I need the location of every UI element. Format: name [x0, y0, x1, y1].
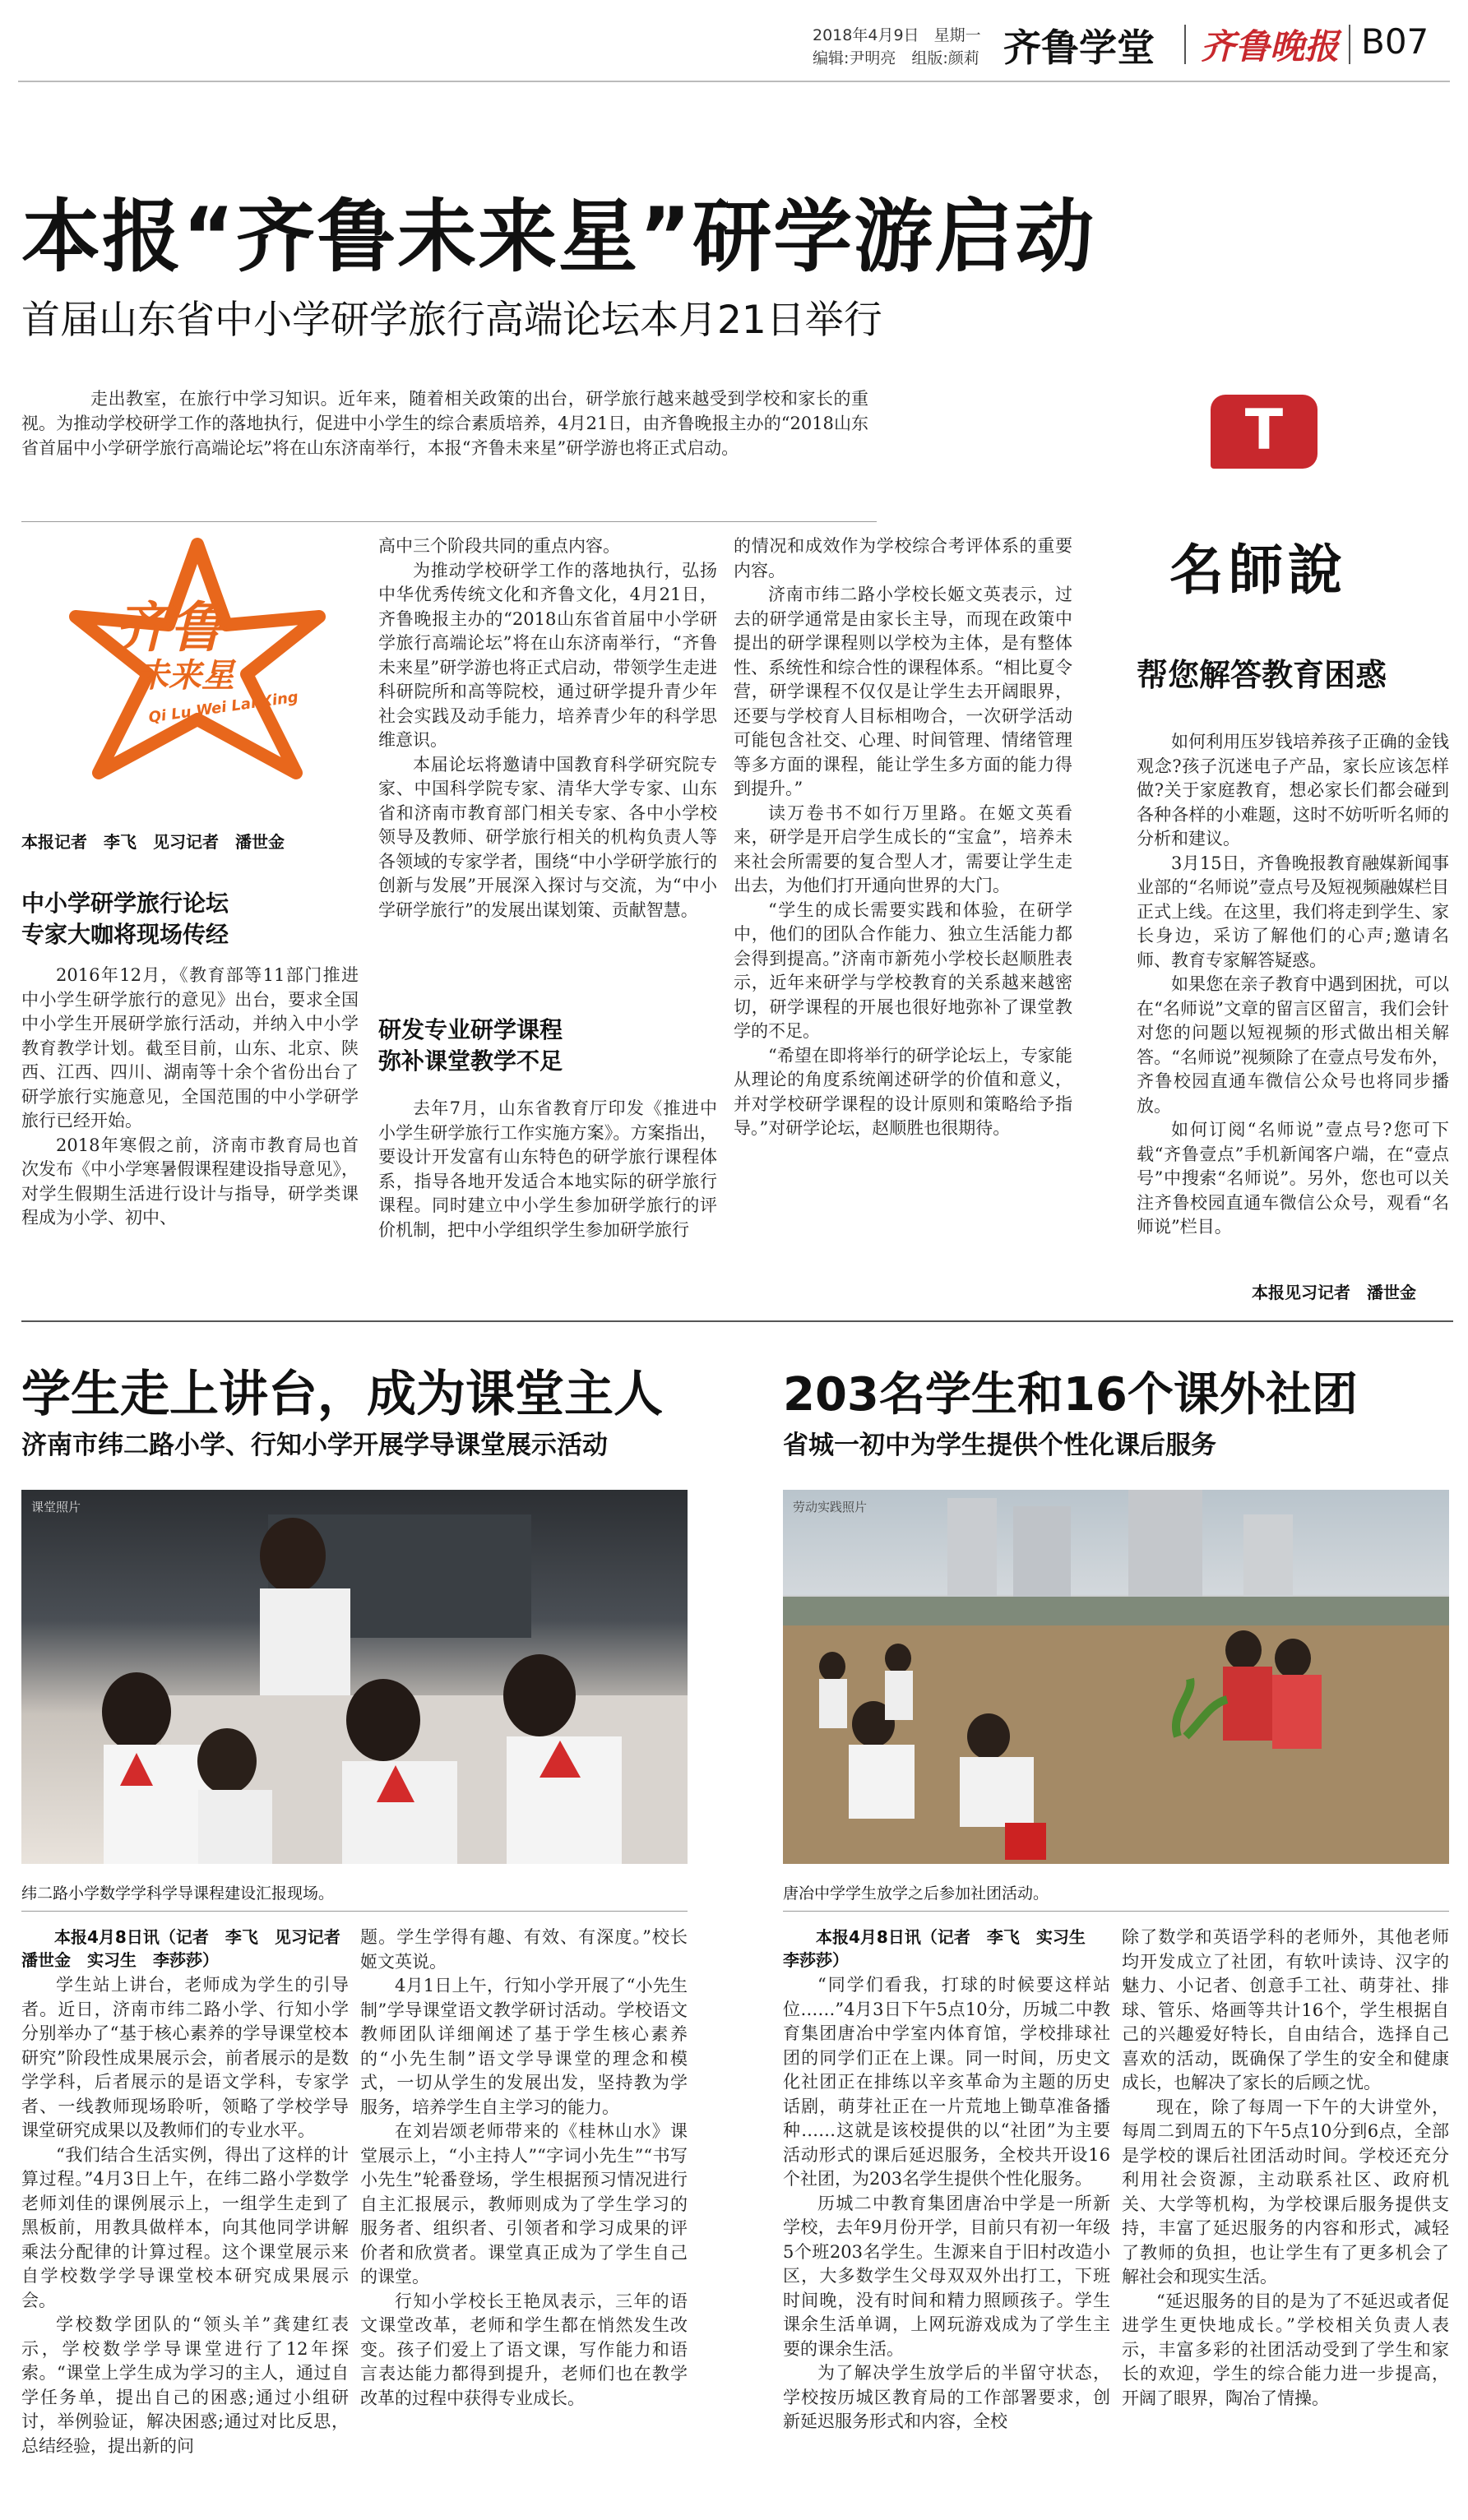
lead-column-2: [378, 534, 717, 922]
mingshi-body: [1137, 730, 1449, 1240]
header-divider: [1184, 25, 1186, 64]
story3-photo: [783, 1490, 1449, 1864]
mingshi-badge: [1211, 395, 1317, 469]
lead-column-2b: [378, 1097, 717, 1242]
subhead-course-line1: 研发专业研学课程: [378, 1016, 563, 1043]
mid-rule: [21, 1320, 1453, 1322]
lead-intro-text: 走出教室，在旅行中学习知识。近年来，随着相关政策的出台，研学旅行越来越受到学校和家长的重视。为推动学校研学工作的落地执行，促进中小学生的综合素质培养，4月21日，由齐鲁晚报主办的“2018山东省首届中小学研学旅行高端论坛”将在山东济南举行，本报“齐鲁未来星”研学游也将正式启动。: [21, 389, 868, 458]
header-divider-2: [1349, 25, 1350, 64]
weekday-text: 星期一: [933, 26, 981, 44]
lead-col3-para2: 读万卷书不如行万里路。在姬文英看来，研学是开启学生成长的“宝盒”，培养未来社会所需要的复合型人才，需要让学生走出去，为他们打开通向世界的大门。: [734, 802, 1072, 895]
story3-col1-para2: 历城二中教育集团唐冶中学是一所新学校，去年9月份开学，目前只有初一年级5个班203名学生。生源来自于旧村改造小区，大多数学生父母双双外出打工，下班时间晚，没有时间和精力照顾孩子。学生课余生活单调，上网玩游戏成为了学生主要的课余生活。: [783, 2193, 1110, 2359]
issue-date: [813, 23, 981, 45]
story3-col2-para1: 除了数学和英语学科的老师外，其他老师均开发成立了社团，有软叶读诗、汉字的魅力、小记者、创意手工社、萌芽社、排球、管乐、烙画等共计16个，学生根据自己的兴趣爱好特长，自由结合，选择自己喜欢的活动，既确保了学生的安全和健康成长，也解决了家长的后顾之忧。: [1122, 1927, 1449, 2092]
story2-col1-para1: 学生站上讲台，老师成为学生的引导者。近日，济南市纬二路小学、行知小学分别举办了“基于核心素养的学导课堂校本研究”阶段性成果展示会，前者展示的是数学学科，后者展示的是语文学科，专家学者、一线教师现场聆听，领略了学校学导课堂研究成果以及教师们的专业水平。: [21, 1975, 349, 2140]
lead-col1-para2: 2018年寒假之前，济南市教育局也首次发布《中小学寒暑假课程建设指导意见》，对学生假期生活进行设计与指导，研学类课程成为小学、初中、: [21, 1135, 359, 1228]
logo-top-text: 齐鲁: [115, 596, 224, 659]
logo-pinyin: Qi Lu Wei Lai Xing: [147, 688, 300, 727]
story2-column-2: [360, 1926, 688, 2411]
lead-col2-para3: 去年7月，山东省教育厅印发《推进中小学生研学旅行工作实施方案》。方案指出，要设计开发富有山东特色的研学旅行课程体系，指导各地开发适合本地实际的研学旅行课程。同时建立中小学生参加研学旅行的评价机制，把中小学组织学生参加研学旅行: [378, 1098, 717, 1240]
lead-col3-para4: “希望在即将举行的研学论坛上，专家能从理论的角度系统阐述研学的价值和意义，并对学校研学课程的设计原则和策略给予指导。”对研学论坛，赵顺胜也很期待。: [734, 1045, 1072, 1138]
story3-caption-rule: [783, 1911, 1449, 1912]
story3-col1-para3: 为了解决学生放学后的半留守状态，学校按历城区教育局的工作部署要求，创新延迟服务形式和内容，全校: [783, 2363, 1110, 2431]
lead-subheadline: 首届山东省中小学研学旅行高端论坛本月21日举行: [21, 298, 882, 343]
lead-col3-para1: 济南市纬二路小学校长姬文英表示，过去的研学通常是由家长主导，而现在政策中提出的研学课程则以学校为主体，是有整体性、系统性和综合性的课程体系。“相比夏令营，研学课程不仅仅是让学生去开阔眼界，还要与学校育人目标相吻合，一次研学活动可能包含社交、心理、时间管理、情绪管理等多方面的课程，能让学生多方面的能力得到提升。”: [734, 585, 1072, 798]
page-number: B07: [1361, 21, 1429, 62]
story3-headline: 203名学生和16个课外社团: [783, 1368, 1358, 1422]
story2-col2-para2: 4月1日上午，行知小学开展了“小先生制”学导课堂语文教学研讨活动。学校语文教师团队详细阐述了基于学生核心素养的“小先生制”语文学导课堂的理念和模式，一切从学生的发展出发，坚持教为学服务，培养学生自主学习的能力。: [360, 1976, 688, 2117]
header-rule: [18, 81, 1450, 82]
mingshi-para1: 如何利用压岁钱培养孩子正确的金钱观念?孩子沉迷电子产品，家长应该怎样做?关于家庭教育，想必家长们都会碰到各种各样的小难题，这时不妨听听名师的分析和建议。: [1137, 732, 1449, 848]
story3-column-2: [1122, 1926, 1449, 2411]
editors-line: 编辑:尹明亮 组版:颜莉: [813, 49, 979, 67]
lead-col3-para3: “学生的成长需要实践和体验，在研学中，他们的团队合作能力、独立生活能力都会得到提高。”济南市新苑小学校长赵顺胜表示，近年来研学与学校教育的关系越来越密切，研学课程的开展也很好地弥补了课堂教学的不足。: [734, 899, 1072, 1041]
mingshi-title: 名師說: [1169, 538, 1347, 602]
story2-headline: 学生走上讲台，成为课堂主人: [21, 1366, 663, 1423]
section-title: 齐鲁学堂: [1003, 25, 1155, 70]
lead-col2-para0: 高中三个阶段共同的重点内容。: [378, 536, 620, 556]
lead-col3-para0: 的情况和成效作为学校综合考评体系的重要内容。: [734, 536, 1072, 580]
classroom-photo-icon: [21, 1490, 688, 1864]
logo-mid-text: 未来星: [136, 657, 234, 695]
lead-byline: 本报记者 李飞 见习记者 潘世金: [21, 832, 285, 852]
story3-column-1: [783, 1973, 1110, 2434]
story3-subheadline: 省城一初中为学生提供个性化课后服务: [783, 1431, 1216, 1460]
subhead-forum-line1: 中小学研学旅行论坛: [21, 890, 229, 917]
story3-caption: 唐冶中学学生放学之后参加社团活动。: [783, 1884, 1049, 1903]
date-text: 2018年4月9日: [813, 26, 919, 44]
paper-logo: 齐鲁晚报: [1201, 26, 1340, 67]
mingshi-para2: 3月15日，齐鲁晚报教育融媒新闻事业部的“名师说”壹点号及短视频融媒栏目正式上线。在这里，我们将走到学生、家长身边，采访了解他们的心声;邀请名师、教育专家解答疑惑。: [1137, 853, 1449, 970]
story2-col1-para3: 学校数学团队的“领头羊”龚建红表示，学校数学学导课堂进行了12年探索。“课堂上学生成为学习的主人，通过自学任务单，提出自己的困惑;通过小组研讨，举例验证，解决困惑;通过对比反思，总结经验，提出新的问: [21, 2314, 349, 2456]
story2-subheadline: 济南市纬二路小学、行知小学开展学导课堂展示活动: [21, 1431, 608, 1460]
lead-col2-para2: 本届论坛将邀请中国教育科学研究院专家、中国科学院专家、清华大学专家、山东省和济南市教育部门相关专家、各中小学校领导及教师、研学旅行相关的机构负责人等各领域的专家学者，围绕“中小学研学旅行的创新与发展”开展深入探讨与交流，为“中小学研学旅行”的发展出谋划策、贡献智慧。: [378, 754, 717, 920]
mingshi-para3: 如果您在亲子教育中遇到困扰，可以在“名师说”文章的留言区留言，我们会针对您的问题以短视频的形式做出相关解答。“名师说”视频除了在壹点号发布外，齐鲁校园直通车微信公众号也将同步播放。: [1137, 974, 1449, 1116]
mingshi-badge-glyph: T: [1244, 398, 1284, 463]
qilu-future-star-logo: [58, 534, 337, 806]
story2-caption: 纬二路小学数学学科学导课程建设汇报现场。: [21, 1884, 335, 1903]
mingshi-heading: 帮您解答教育困惑: [1137, 657, 1387, 693]
masthead: [0, 0, 1468, 82]
story3-col2-para2: 现在，除了每周一下午的大讲堂外，每周二到周五的下午5点10分到6点，全部是学校的课后社团活动时间。学校还充分利用社会资源，主动联系社区、政府机关、大学等机构，为学校课后服务提供支持，丰富了延迟服务的内容和形式，减轻了教师的负担，也让学生有了更多机会了解社会和现实生活。: [1122, 2097, 1449, 2286]
story2-photo: [21, 1490, 688, 1864]
garden-photo-icon: [783, 1490, 1449, 1864]
lead-intro: [21, 386, 868, 460]
subhead-course: [378, 1015, 724, 1077]
story2-caption-rule: [21, 1911, 688, 1912]
lead-col1-para1: 2016年12月，《教育部等11部门推进中小学生研学旅行的意见》出台，要求全国中小学生开展研学旅行活动，并纳入中小学教育教学计划。截至目前，山东、北京、陕西、江西、四川、湖南等十余个省份出台了研学旅行实施意见，全国范围的中小学研学旅行已经开始。: [21, 965, 359, 1131]
story2-col2-para3: 在刘岩颂老师带来的《桂林山水》课堂展示上，“小主持人”“字词小先生”“书写小先生”轮番登场，学生根据预习情况进行自主汇报展示，教师则成为了学生学习的服务者、组织者、引领者和学习成果的评价者和欣赏者。课堂真正成为了学生自己的课堂。: [360, 2121, 688, 2286]
story3-col2-para3: “延迟服务的目的是为了不延迟或者促进学生更快地成长。”学校相关负责人表示，丰富多彩的社团活动受到了学生和家长的欢迎，学生的综合能力进一步提高，开阔了眼界，陶冶了情操。: [1122, 2291, 1449, 2408]
story2-col2-para1: 题。学生学得有趣、有效、有深度。”校长姬文英说。: [360, 1927, 688, 1972]
lead-col2-para1: 为推动学校研学工作的落地执行，弘扬中华优秀传统文化和齐鲁文化，4月21日，齐鲁晚报主办的“2018山东省首届中小学研学旅行高端论坛”将在山东济南举行，“齐鲁未来星”研学游也将正式启动，带领学生走进科研院所和高等院校，通过研学提升青少年社会实践及动手能力，培养青少年的科学思维意识。: [378, 560, 717, 750]
story3-byline: 本报4月8日讯（记者 李飞 实习生 李莎莎）: [783, 1927, 1102, 1970]
story3-photo-label: 劳动实践照片: [793, 1500, 868, 1514]
mingshi-para4: 如何订阅“名师说”壹点号?您可下载“齐鲁壹点”手机新闻客户端，在“壹点号”中搜索“名师说”。另外，您也可以关注齐鲁校园直通车微信公众号，观看“名师说”栏目。: [1137, 1120, 1449, 1237]
subhead-course-line2: 弥补课堂教学不足: [378, 1047, 563, 1075]
lead-headline: 本报“齐鲁未来星”研学游启动: [21, 191, 1096, 283]
intro-rule: [21, 521, 877, 522]
mingshi-byline: 本报见习记者 潘世金: [1252, 1283, 1416, 1302]
subhead-forum: [21, 888, 367, 950]
subhead-forum-line2: 专家大咖将现场传经: [21, 921, 229, 948]
story2-byline: 本报4月8日讯（记者 李飞 见习记者 潘世金 实习生 李莎莎）: [21, 1927, 357, 1970]
story2-photo-label: 课堂照片: [31, 1500, 81, 1514]
mingshi-sidebar: [1112, 395, 1457, 1315]
story2-column-1: [21, 1973, 349, 2458]
story2-col1-para2: “我们结合生活实例，得出了这样的计算过程。”4月3日上午，在纬二路小学数学老师刘佳的课例展示上，一组学生走到了黑板前，用教具做样本，向其他同学讲解乘法分配律的计算过程。这个课堂展示来自学校数学学导课堂校本研究成果展示会。: [21, 2144, 349, 2310]
lead-column-3: [734, 534, 1072, 1141]
story3-col1-para1: “同学们看我，打球的时候要这样站位……”4月3日下午5点10分，历城二中教育集团唐冶中学室内体育馆，学校排球社团的同学们正在上课。同一时间，历史文化社团正在排练以辛亥革命为主题的历史话剧，萌芽社正在一片荒地上锄草准备播种……这就是该校提供的以“社团”为主要活动形式的课后延迟服务，全校共开设16个社团，为203名学生提供个性化服务。: [783, 1975, 1110, 2189]
lead-column-1: [21, 964, 359, 1231]
story2-col2-para4: 行知小学校长王艳凤表示，三年的语文课堂改革，老师和学生都在悄然发生改变。孩子们爱上了语文课，写作能力和语言表达能力都得到提升，老师们也在教学改革的过程中获得专业成长。: [360, 2291, 688, 2408]
